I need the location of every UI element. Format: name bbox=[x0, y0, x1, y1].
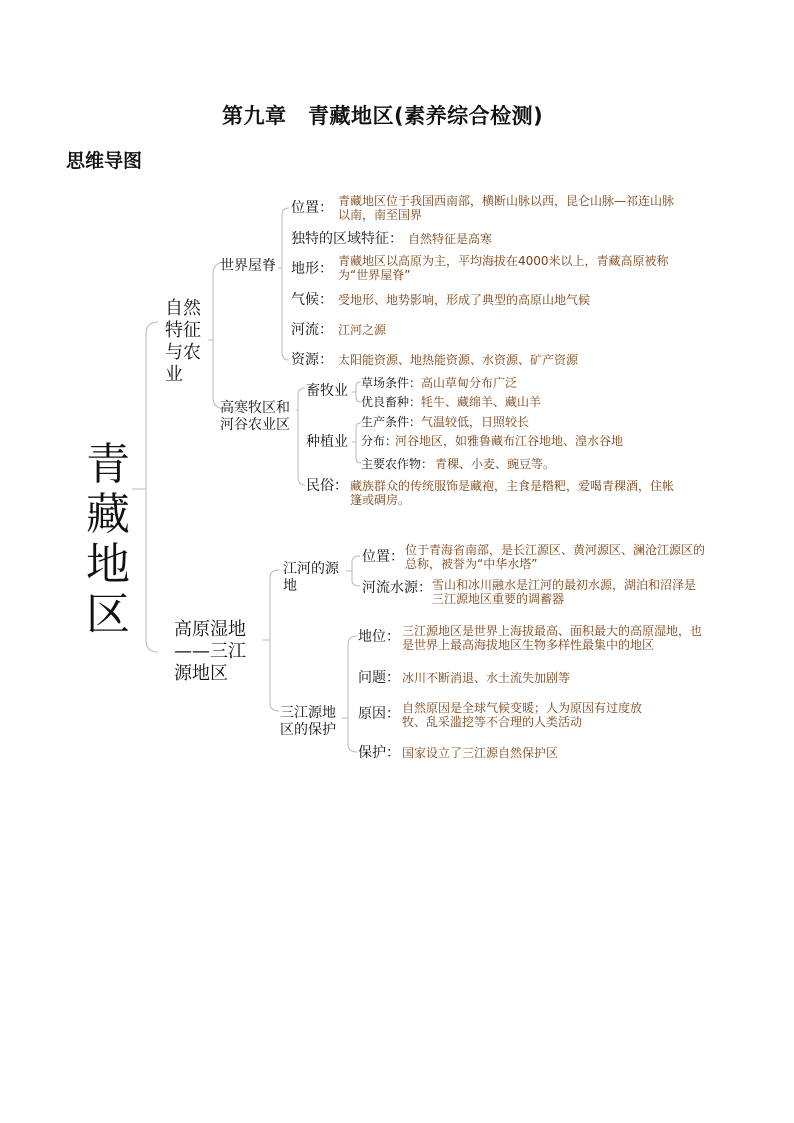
key-protect: 保护： bbox=[358, 745, 400, 761]
branch-plateau-wetland: 高原湿地——三江源地区 bbox=[174, 619, 246, 684]
text-cause: 自然原因是全球气候变暖；人为原因有过度放牧、乱采滥挖等不合理的人类活动 bbox=[402, 701, 643, 729]
text-pasture: 高山草甸分布广泛 bbox=[421, 376, 518, 390]
text-breeds: 牦牛、藏绵羊、藏山羊 bbox=[421, 395, 542, 409]
node-protection: 三江源地区的保护 bbox=[280, 705, 336, 738]
key-water-source: 河流水源： bbox=[362, 580, 432, 596]
node-planting: 种植业 bbox=[306, 434, 348, 450]
text-water-source: 雪山和冰川融水是江河的最初水源，湖泊和沼泽是三江源地区重要的调蓄器 bbox=[432, 578, 697, 606]
text-location: 青藏地区位于我国西南部，横断山脉以西，昆仑山脉—祁连山脉以南，南至国界 bbox=[338, 194, 675, 222]
key-crops: 主要农作物： bbox=[361, 457, 434, 471]
node-animal-husbandry: 畜牧业 bbox=[306, 383, 348, 399]
text-terrain: 青藏地区以高原为主，平均海拔在4000米以上，青藏高原被称为“世界屋脊” bbox=[338, 254, 669, 282]
text-customs: 藏族群众的传统服饰是藏袍，主食是糌粑，爱喝青稞酒，住帐篷或碉房。 bbox=[350, 479, 675, 507]
key-resources: 资源： bbox=[291, 352, 333, 368]
key-breeds: 优良畜种： bbox=[361, 395, 422, 409]
key-river: 河流： bbox=[291, 322, 333, 338]
node-world-roof: 世界屋脊 bbox=[220, 258, 276, 274]
text-climate: 受地形、地势影响，形成了典型的高原山地气候 bbox=[338, 293, 591, 307]
section-heading: 思维导图 bbox=[66, 150, 143, 172]
key-status: 地位： bbox=[358, 629, 400, 645]
text-resources: 太阳能资源、地热能资源、水资源、矿产资源 bbox=[338, 353, 579, 367]
branch-natural-features-agriculture: 自然特征与农业 bbox=[165, 298, 201, 385]
text-regional-feature: 自然特征是高寒 bbox=[408, 232, 493, 246]
key-climate: 气候： bbox=[291, 292, 333, 308]
text-protect: 国家设立了三江源自然保护区 bbox=[402, 746, 559, 760]
text-river: 江河之源 bbox=[338, 323, 387, 337]
key-customs: 民俗： bbox=[306, 478, 348, 494]
text-status: 三江源地区是世界上海拔最高、面积最大的高原湿地，也是世界上最高海拔地区生物多样性最集中的地区 bbox=[402, 624, 703, 652]
key-problem: 问题： bbox=[358, 670, 400, 686]
key-cause: 原因： bbox=[358, 706, 400, 722]
key-source-location: 位置： bbox=[362, 549, 404, 565]
node-agriculture-area: 高寒牧区和河谷农业区 bbox=[220, 400, 290, 433]
text-crops: 青稞、小麦、豌豆等。 bbox=[435, 457, 556, 471]
key-regional-feature: 独特的区域特征： bbox=[291, 231, 403, 247]
key-conditions: 生产条件： bbox=[361, 415, 422, 429]
key-pasture: 草场条件： bbox=[361, 376, 422, 390]
key-distribution: 分布： bbox=[361, 434, 398, 448]
node-river-source: 江河的源地 bbox=[283, 561, 339, 594]
key-location: 位置： bbox=[291, 200, 333, 216]
text-problem: 冰川不断消退、水土流失加剧等 bbox=[402, 671, 571, 685]
root-topic: 青藏地区 bbox=[86, 439, 130, 640]
key-terrain: 地形： bbox=[291, 261, 333, 277]
text-conditions: 气温较低，日照较长 bbox=[421, 415, 530, 429]
text-distribution: 河谷地区，如雅鲁藏布江谷地地、湟水谷地 bbox=[395, 434, 624, 448]
page-title: 第九章 青藏地区(素养综合检测) bbox=[222, 104, 544, 128]
text-source-location: 位于青海省南部，是长江源区、黄河源区、澜沧江源区的总称，被誉为“中华水塔” bbox=[405, 543, 706, 571]
